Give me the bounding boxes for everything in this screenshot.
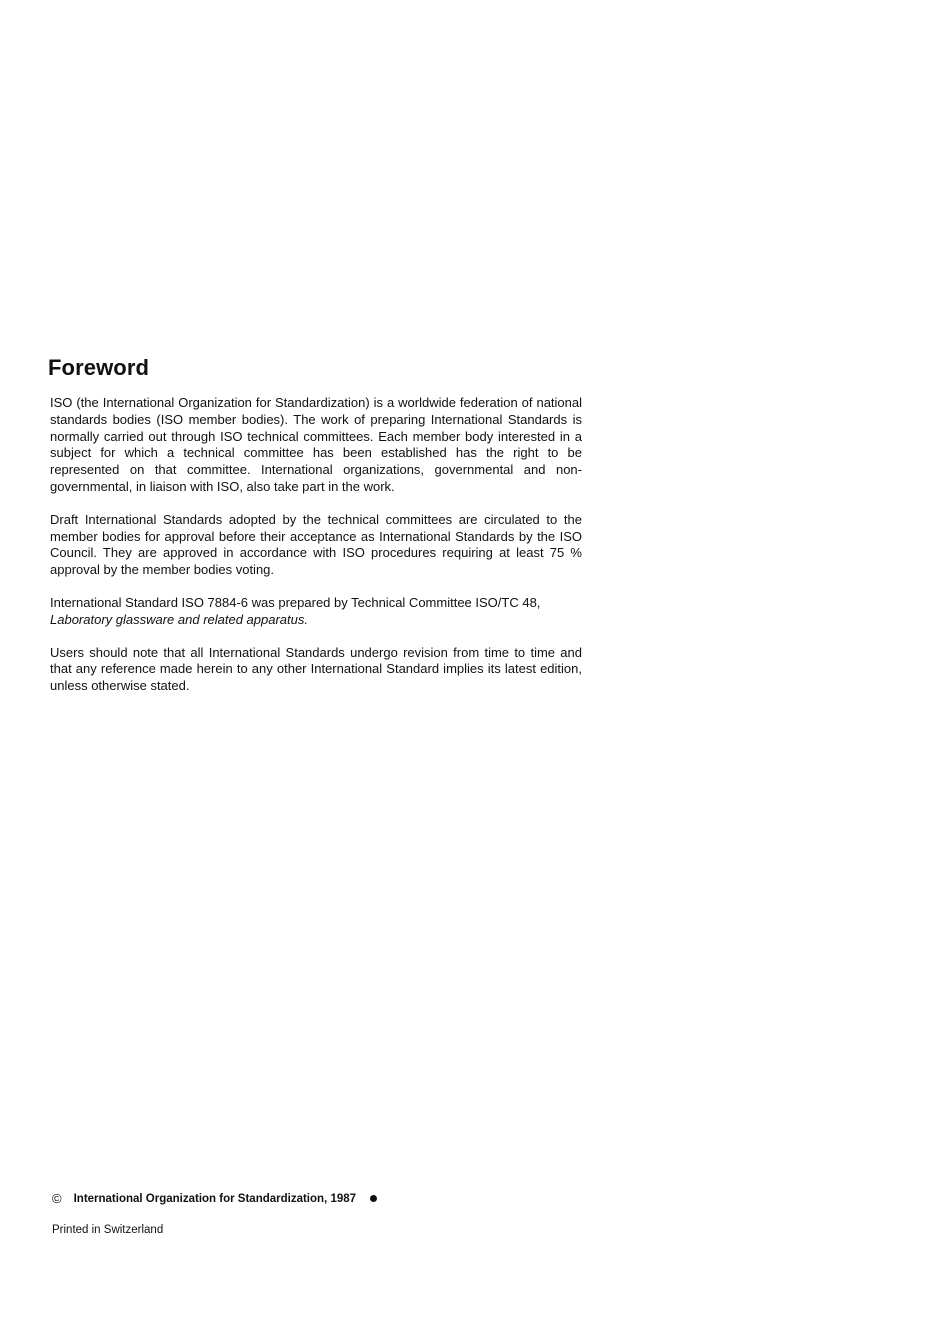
standard-line: International Standard ISO 7884-6 was prepared by Technical Committee ISO/TC 48,: [50, 594, 541, 610]
committee-title: Laboratory glassware and related apparatus.: [50, 611, 308, 627]
foreword-paragraph-1: [50, 395, 582, 496]
paragraph-text: Draft International Standards adopted by the technical committees are circulated to the member bodies for approval before their acceptance as International Standards by the ISO Council. They are approved in accordance with ISO procedures requiring at least 75 % approval by the member bodies voting.: [50, 511, 582, 578]
page-footer: [52, 1191, 572, 1236]
foreword-paragraph-2: [50, 512, 582, 579]
copyright-line: [52, 1191, 572, 1206]
foreword-paragraph-4: [50, 645, 582, 695]
bullet-icon: [370, 1195, 377, 1202]
paragraph-text: Users should note that all International Standards undergo revision from time to time and that any reference made herein to any other International Standard implies its latest edition, unless otherwise stated.: [50, 644, 582, 694]
foreword-paragraph-3: [50, 595, 582, 629]
copyright-text: International Organization for Standardization, 1987: [73, 1192, 357, 1205]
foreword-title: Foreword: [48, 355, 150, 380]
paragraph-text: ISO (the International Organization for Standardization) is a worldwide federation of national standards bodies (ISO member bodies). The work of preparing International Standards is normally carried out through ISO technical committees. Each member body interested in a subject for which a technical committee has been established has the right to be represented on that committee. International organizations, governmental and non-governmental, in liaison with ISO, also take part in the work.: [50, 395, 582, 494]
foreword-section: [48, 355, 582, 711]
printed-in-text: Printed in Switzerland: [52, 1224, 164, 1236]
copyright-icon: ©: [52, 1191, 62, 1206]
